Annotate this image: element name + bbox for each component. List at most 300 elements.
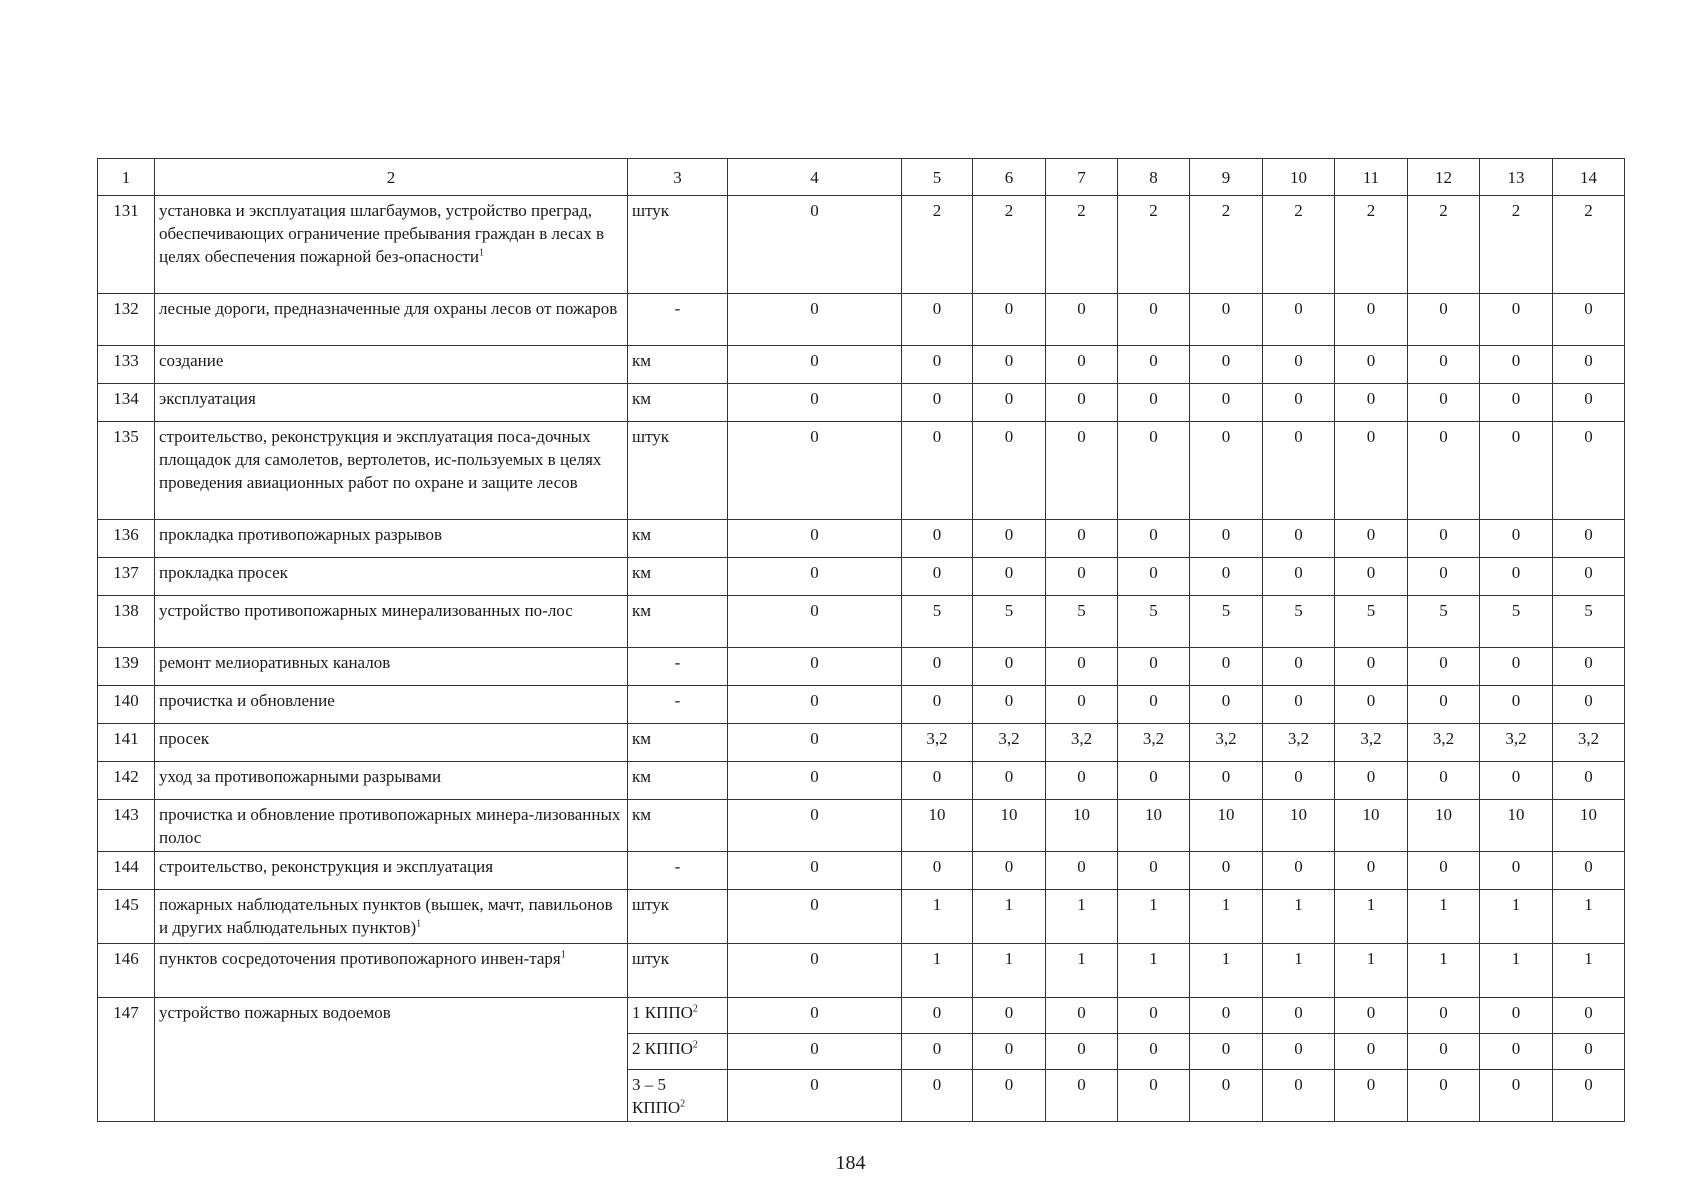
row-description	[155, 422, 628, 520]
row-description	[155, 852, 628, 890]
column-header: 7	[1046, 159, 1118, 196]
description-text: уход за противопожарными разрывами	[159, 767, 442, 786]
value-cell: 0	[1046, 762, 1118, 800]
column-header: 10	[1263, 159, 1335, 196]
value-cell: 0	[728, 346, 902, 384]
value-cell: 0	[1480, 422, 1553, 520]
value-cell: 1	[1263, 944, 1335, 998]
row-description	[155, 384, 628, 422]
value-cell: 0	[1118, 558, 1190, 596]
value-cell: 0	[728, 944, 902, 998]
value-cell: 0	[728, 648, 902, 686]
value-cell: 0	[1553, 346, 1625, 384]
value-cell: 0	[902, 558, 973, 596]
row-number: 137	[98, 558, 155, 596]
value-cell: 2	[1118, 196, 1190, 294]
value-cell: 0	[1553, 1070, 1625, 1122]
column-header: 9	[1190, 159, 1263, 196]
value-cell: 0	[1408, 998, 1480, 1034]
row-description	[155, 762, 628, 800]
table-row	[98, 762, 1625, 800]
value-cell: 0	[1118, 346, 1190, 384]
row-number: 144	[98, 852, 155, 890]
table-row	[98, 686, 1625, 724]
value-cell: 0	[728, 800, 902, 852]
description-text: прокладка противопожарных разрывов	[159, 525, 442, 544]
row-unit: -	[628, 648, 728, 686]
value-cell: 0	[1553, 384, 1625, 422]
value-cell: 0	[1046, 346, 1118, 384]
value-cell: 0	[1190, 998, 1263, 1034]
value-cell: 0	[973, 558, 1046, 596]
value-cell: 0	[1408, 762, 1480, 800]
value-cell: 0	[1263, 998, 1335, 1034]
value-cell: 0	[728, 998, 902, 1034]
value-cell: 0	[973, 294, 1046, 346]
value-cell: 0	[973, 520, 1046, 558]
value-cell: 5	[1408, 596, 1480, 648]
value-cell: 0	[902, 686, 973, 724]
value-cell: 0	[902, 1070, 973, 1122]
footnote-mark: 2	[692, 1003, 698, 1015]
value-cell: 10	[1263, 800, 1335, 852]
row-unit: штук	[628, 196, 728, 294]
value-cell: 2	[1190, 196, 1263, 294]
value-cell: 0	[1335, 1070, 1408, 1122]
column-header: 14	[1553, 159, 1625, 196]
value-cell: 5	[1553, 596, 1625, 648]
row-unit: км	[628, 762, 728, 800]
description-text: строительство, реконструкция и эксплуатация	[159, 857, 494, 876]
value-cell: 0	[902, 294, 973, 346]
value-cell: 0	[1408, 648, 1480, 686]
table-row	[98, 648, 1625, 686]
description-text: пожарных наблюдательных пунктов (вышек, мачт, павильонов и других наблюдательных пунктов)	[159, 895, 613, 937]
row-unit: -	[628, 852, 728, 890]
column-header: 11	[1335, 159, 1408, 196]
column-header: 8	[1118, 159, 1190, 196]
value-cell: 0	[1046, 384, 1118, 422]
value-cell: 5	[1046, 596, 1118, 648]
unit-text: 2 КППО	[632, 1039, 693, 1058]
value-cell: 0	[1553, 762, 1625, 800]
value-cell: 0	[1263, 558, 1335, 596]
value-cell: 0	[1118, 1070, 1190, 1122]
row-number: 133	[98, 346, 155, 384]
value-cell: 0	[1190, 648, 1263, 686]
row-description	[155, 724, 628, 762]
value-cell: 0	[1263, 384, 1335, 422]
value-cell: 5	[973, 596, 1046, 648]
value-cell: 0	[1335, 686, 1408, 724]
description-text: лесные дороги, предназначенные для охраны лесов от пожаров	[159, 299, 618, 318]
value-cell: 5	[902, 596, 973, 648]
value-cell: 0	[1335, 998, 1408, 1034]
value-cell: 0	[1046, 1070, 1118, 1122]
value-cell: 0	[1408, 686, 1480, 724]
column-header: 6	[973, 159, 1046, 196]
row-unit	[628, 1070, 728, 1122]
row-number: 143	[98, 800, 155, 852]
value-cell: 0	[1408, 422, 1480, 520]
description-text: просек	[159, 729, 210, 748]
row-description	[155, 890, 628, 944]
value-cell: 0	[1263, 852, 1335, 890]
footnote-mark: 2	[680, 1098, 686, 1110]
value-cell: 0	[1263, 294, 1335, 346]
value-cell: 0	[902, 998, 973, 1034]
row-unit: км	[628, 596, 728, 648]
value-cell: 2	[1263, 196, 1335, 294]
column-header: 1	[98, 159, 155, 196]
table-row	[98, 852, 1625, 890]
description-text: создание	[159, 351, 224, 370]
value-cell: 0	[1263, 346, 1335, 384]
row-unit: км	[628, 724, 728, 762]
value-cell: 0	[1190, 1034, 1263, 1070]
value-cell: 0	[1335, 762, 1408, 800]
description-text: ремонт мелиоративных каналов	[159, 653, 391, 672]
value-cell: 0	[1118, 686, 1190, 724]
value-cell: 0	[973, 384, 1046, 422]
table-row	[98, 558, 1625, 596]
value-cell: 0	[1190, 294, 1263, 346]
footnote-mark: 2	[692, 1039, 698, 1051]
footnote-mark: 1	[478, 247, 484, 259]
description-text: установка и эксплуатация шлагбаумов, устройство преград, обеспечивающих ограничение пребывания граждан в лесах в целях обеспечения пожарной без-опасности	[159, 201, 605, 266]
value-cell: 0	[728, 294, 902, 346]
value-cell: 1	[1046, 944, 1118, 998]
value-cell: 0	[1553, 558, 1625, 596]
value-cell: 0	[1335, 384, 1408, 422]
row-number: 140	[98, 686, 155, 724]
value-cell: 0	[1263, 1034, 1335, 1070]
value-cell: 5	[1118, 596, 1190, 648]
value-cell: 0	[1480, 998, 1553, 1034]
value-cell: 1	[1046, 890, 1118, 944]
value-cell: 5	[1480, 596, 1553, 648]
value-cell: 3,2	[1408, 724, 1480, 762]
row-unit: км	[628, 558, 728, 596]
value-cell: 0	[973, 648, 1046, 686]
value-cell: 0	[1263, 520, 1335, 558]
value-cell: 0	[973, 422, 1046, 520]
value-cell: 5	[1335, 596, 1408, 648]
value-cell: 0	[728, 384, 902, 422]
value-cell: 1	[1553, 890, 1625, 944]
column-header: 13	[1480, 159, 1553, 196]
value-cell: 0	[1190, 558, 1263, 596]
value-cell: 0	[1190, 422, 1263, 520]
value-cell: 0	[1553, 852, 1625, 890]
value-cell: 0	[1118, 384, 1190, 422]
value-cell: 1	[1553, 944, 1625, 998]
value-cell: 0	[1046, 998, 1118, 1034]
column-header: 5	[902, 159, 973, 196]
value-cell: 3,2	[1480, 724, 1553, 762]
row-unit: штук	[628, 890, 728, 944]
value-cell: 10	[1408, 800, 1480, 852]
value-cell: 0	[1553, 998, 1625, 1034]
value-cell: 0	[973, 346, 1046, 384]
description-text: эксплуатация	[159, 389, 256, 408]
value-cell: 2	[902, 196, 973, 294]
row-number: 139	[98, 648, 155, 686]
row-unit	[628, 1034, 728, 1070]
value-cell: 0	[1480, 648, 1553, 686]
column-header: 12	[1408, 159, 1480, 196]
value-cell: 0	[1335, 852, 1408, 890]
value-cell: 0	[1335, 1034, 1408, 1070]
row-number: 147	[98, 998, 155, 1122]
value-cell: 1	[1118, 944, 1190, 998]
value-cell: 0	[1480, 346, 1553, 384]
value-cell: 10	[1335, 800, 1408, 852]
value-cell: 0	[1118, 998, 1190, 1034]
value-cell: 0	[1480, 686, 1553, 724]
table-row	[98, 422, 1625, 520]
value-cell: 0	[902, 762, 973, 800]
value-cell: 0	[1480, 1034, 1553, 1070]
value-cell: 10	[973, 800, 1046, 852]
row-description	[155, 196, 628, 294]
value-cell: 3,2	[1263, 724, 1335, 762]
value-cell: 3,2	[1046, 724, 1118, 762]
value-cell: 0	[1190, 762, 1263, 800]
value-cell: 0	[728, 686, 902, 724]
unit-text: 3 – 5 КППО	[632, 1075, 681, 1117]
value-cell: 0	[1263, 762, 1335, 800]
value-cell: 1	[1408, 890, 1480, 944]
description-text: прочистка и обновление противопожарных минера-лизованных полос	[159, 805, 621, 847]
table-row	[98, 724, 1625, 762]
value-cell: 2	[1408, 196, 1480, 294]
row-description	[155, 800, 628, 852]
value-cell: 0	[1263, 686, 1335, 724]
value-cell: 0	[1263, 648, 1335, 686]
value-cell: 1	[1408, 944, 1480, 998]
value-cell: 0	[1046, 686, 1118, 724]
value-cell: 0	[1553, 686, 1625, 724]
table-row	[98, 944, 1625, 998]
value-cell: 0	[902, 422, 973, 520]
page-number: 184	[835, 1152, 866, 1174]
value-cell: 0	[1480, 384, 1553, 422]
value-cell: 0	[973, 686, 1046, 724]
value-cell: 1	[902, 890, 973, 944]
value-cell: 1	[1118, 890, 1190, 944]
value-cell: 0	[1118, 294, 1190, 346]
row-unit: км	[628, 384, 728, 422]
value-cell: 1	[1335, 944, 1408, 998]
row-unit: км	[628, 346, 728, 384]
value-cell: 1	[973, 890, 1046, 944]
value-cell: 2	[1553, 196, 1625, 294]
value-cell: 0	[728, 724, 902, 762]
value-cell: 2	[973, 196, 1046, 294]
value-cell: 3,2	[1553, 724, 1625, 762]
value-cell: 0	[1190, 346, 1263, 384]
row-number: 145	[98, 890, 155, 944]
value-cell: 0	[1118, 1034, 1190, 1070]
value-cell: 2	[1046, 196, 1118, 294]
value-cell: 0	[1335, 346, 1408, 384]
value-cell: 1	[1335, 890, 1408, 944]
value-cell: 3,2	[1190, 724, 1263, 762]
value-cell: 0	[1408, 558, 1480, 596]
value-cell: 0	[1408, 1034, 1480, 1070]
value-cell: 0	[1046, 852, 1118, 890]
value-cell: 0	[1190, 384, 1263, 422]
description-text: строительство, реконструкция и эксплуатация поса-дочных площадок для самолетов, вертолетов, ис-пользуемых в целях проведения авиационных работ по охране и защите лесов	[159, 427, 602, 492]
unit-text: 1 КППО	[632, 1003, 693, 1022]
value-cell: 0	[1046, 520, 1118, 558]
value-cell: 0	[1408, 520, 1480, 558]
value-cell: 1	[1190, 944, 1263, 998]
value-cell: 0	[1046, 422, 1118, 520]
value-cell: 0	[1046, 294, 1118, 346]
value-cell: 0	[728, 520, 902, 558]
row-unit: штук	[628, 422, 728, 520]
value-cell: 10	[1190, 800, 1263, 852]
value-cell: 1	[1480, 944, 1553, 998]
value-cell: 0	[1553, 422, 1625, 520]
value-cell: 2	[1335, 196, 1408, 294]
value-cell: 0	[1480, 294, 1553, 346]
value-cell: 0	[1408, 346, 1480, 384]
row-description	[155, 558, 628, 596]
row-number: 131	[98, 196, 155, 294]
row-number: 134	[98, 384, 155, 422]
row-unit	[628, 998, 728, 1034]
value-cell: 0	[973, 1070, 1046, 1122]
value-cell: 0	[902, 346, 973, 384]
value-cell: 0	[1335, 294, 1408, 346]
row-description	[155, 520, 628, 558]
row-unit: -	[628, 686, 728, 724]
column-header: 4	[728, 159, 902, 196]
value-cell: 0	[728, 596, 902, 648]
table-row	[98, 890, 1625, 944]
value-cell: 0	[1118, 852, 1190, 890]
row-description: устройство пожарных водоемов	[155, 998, 628, 1122]
value-cell: 0	[1408, 1070, 1480, 1122]
value-cell: 1	[1190, 890, 1263, 944]
value-cell: 0	[1480, 1070, 1553, 1122]
value-cell: 3,2	[902, 724, 973, 762]
row-description	[155, 944, 628, 998]
row-description	[155, 648, 628, 686]
value-cell: 0	[1118, 422, 1190, 520]
value-cell: 1	[973, 944, 1046, 998]
value-cell: 0	[1190, 852, 1263, 890]
value-cell: 0	[1190, 1070, 1263, 1122]
value-cell: 0	[973, 1034, 1046, 1070]
value-cell: 0	[902, 520, 973, 558]
row-number: 141	[98, 724, 155, 762]
footnote-mark: 1	[560, 949, 566, 961]
value-cell: 0	[1480, 852, 1553, 890]
row-description	[155, 346, 628, 384]
row-unit: штук	[628, 944, 728, 998]
value-cell: 0	[902, 1034, 973, 1070]
value-cell: 0	[1263, 422, 1335, 520]
table-row	[98, 294, 1625, 346]
footnote-mark: 1	[416, 918, 422, 930]
row-description	[155, 294, 628, 346]
value-cell: 3,2	[973, 724, 1046, 762]
value-cell: 0	[973, 762, 1046, 800]
value-cell: 0	[728, 1034, 902, 1070]
description-text: прокладка просек	[159, 563, 288, 582]
value-cell: 0	[1480, 558, 1553, 596]
row-number: 136	[98, 520, 155, 558]
value-cell: 0	[1118, 762, 1190, 800]
value-cell: 3,2	[1335, 724, 1408, 762]
row-description	[155, 686, 628, 724]
table-row	[98, 520, 1625, 558]
row-number: 132	[98, 294, 155, 346]
column-header: 2	[155, 159, 628, 196]
table-row	[98, 596, 1625, 648]
table-row	[98, 998, 1625, 1034]
value-cell: 0	[728, 1070, 902, 1122]
value-cell: 10	[1480, 800, 1553, 852]
value-cell: 0	[902, 384, 973, 422]
value-cell: 0	[728, 422, 902, 520]
table-row	[98, 346, 1625, 384]
value-cell: 1	[1263, 890, 1335, 944]
value-cell: 0	[973, 852, 1046, 890]
data-table	[97, 158, 1625, 1122]
row-description	[155, 596, 628, 648]
table-row	[98, 196, 1625, 294]
row-number: 135	[98, 422, 155, 520]
value-cell: 10	[1118, 800, 1190, 852]
value-cell: 0	[902, 648, 973, 686]
value-cell: 10	[902, 800, 973, 852]
value-cell: 0	[1335, 422, 1408, 520]
value-cell: 0	[1190, 520, 1263, 558]
row-unit: км	[628, 520, 728, 558]
value-cell: 10	[1046, 800, 1118, 852]
value-cell: 10	[1553, 800, 1625, 852]
value-cell: 0	[1553, 648, 1625, 686]
value-cell: 3,2	[1118, 724, 1190, 762]
description-text: пунктов сосредоточения противопожарного инвен-таря	[159, 949, 561, 968]
table-row	[98, 800, 1625, 852]
value-cell: 0	[1118, 520, 1190, 558]
value-cell: 0	[1190, 686, 1263, 724]
value-cell: 0	[1553, 294, 1625, 346]
value-cell: 0	[728, 558, 902, 596]
row-number: 142	[98, 762, 155, 800]
value-cell: 0	[1046, 648, 1118, 686]
row-unit: км	[628, 800, 728, 852]
value-cell: 0	[1335, 520, 1408, 558]
description-text: прочистка и обновление	[159, 691, 335, 710]
row-unit: -	[628, 294, 728, 346]
value-cell: 0	[1480, 520, 1553, 558]
value-cell: 0	[728, 762, 902, 800]
value-cell: 0	[1553, 1034, 1625, 1070]
value-cell: 0	[1480, 762, 1553, 800]
value-cell: 0	[728, 196, 902, 294]
table-row	[98, 384, 1625, 422]
value-cell: 0	[1408, 852, 1480, 890]
row-number: 138	[98, 596, 155, 648]
value-cell: 0	[728, 890, 902, 944]
